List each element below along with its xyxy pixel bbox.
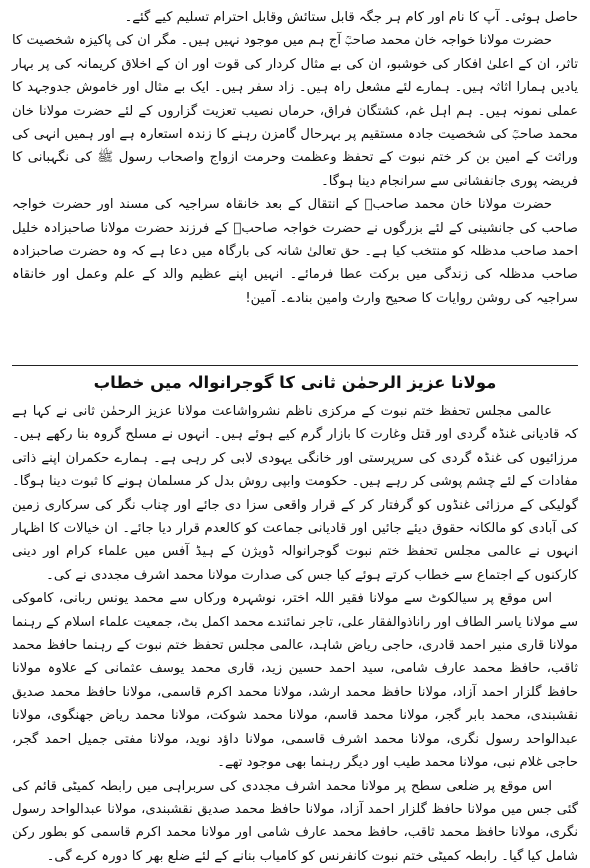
article-top-section [12,6,578,362]
paragraph-speech: عالمی مجلس تحفظ ختم نبوت کے مرکزی ناظم نشرواشاعت مولانا عزیز الرحمٰن ثانی نے کہا ہے کہ قادیانی غنڈہ گردی اور قتل وغارت کا بازار گرم کیے ہوئے ہیں۔ انہوں نے مسلح گروہ بنا رکھے ہیں۔ مرزائیوں کی غنڈہ گردی کی سرپرستی اور خانگی یہودی لابی کر رہی ہے۔ ہمارے حکمران اپنے ذاتی مفادات کے لئے چشم پوشی کر رہے ہیں۔ حکومت وابپی روش بدل کر مسلمان ہونے کا ثبوت دینا ہوگا۔ گولیکی کے مرزائی غنڈوں کو گرفتار کر کے قرار واقعی سزا دی جائے اور چناب نگر کی سرکاری زمین کی آبادی کو مالکانہ حقوق دیئے جائیں اور قادیانی جماعت کو کالعدم قرار دیا جائے۔ ان خیالات کا اظہار انہوں نے عالمی مجلس تحفظ ختم نبوت گوجرانوالہ ڈویژن کے ہیڈ آفس میں علماء کرام اور دینی کارکنوں کے اجتماع سے خطاب کرتے ہوئے کیا جس کی صدارت مولانا محمد اشرف مجددی نے کی۔ [12,400,578,587]
paragraph-committee: اس موقع پر ضلعی سطح پر مولانا محمد اشرف مجددی کی سربراہی میں رابطہ کمیٹی قائم کی گئی جس میں مولانا حافظ گلزار احمد آزاد، مولانا حافظ محمد صدیق نقشبندی، مولانا عبدالواحد رسول نگری، مولانا حافظ محمد ثاقب، حافظ محمد عارف شامی اور مولانا محمد اکرم قاسمی کو بطور رکن شامل کیا گیا۔ رابطہ کمیٹی ختم نبوت کانفرنس کو کامیاب بنانے کے لئے ضلع بھر کا دورہ کرے گی۔ [12,775,578,868]
paragraph-opening-line: حاصل ہوئی۔ آپ کا نام اور کام ہر جگہ قابل ستائش وقابل احترام تسلیم کیے گئے۔ [12,6,578,29]
paragraph-tribute: حضرت مولانا خواجہ خان محمد صاحبؒ آج ہم میں موجود نہیں ہیں۔ مگر ان کی پاکیزہ شخصیت کا تاثر، ان کے اعلیٰ افکار کی خوشبو، ان کی بے مثال کردار کی قوت اور ان کے اخلاق کریمانہ کی پر بہار یادیں ہمارا اثاثہ ہیں۔ ہمارے لئے مشعل راہ ہیں۔ زاد سفر ہیں۔ ایک بے مثال اور خاموش جدوجہد کا عملی نمونہ ہیں۔ ہم اہل غم، کشتگان فراق، حرماں نصیب تعزیت گزاروں کے لئے حضرت مولانا خان محمد صاحبؒ کی شخصیت جادہ مستقیم پر بہرحال گامزن رہنے کا زندہ استعارہ ہے اور ہمیں انہی کی وراثت کے امین بن کر ختم نبوت کے تحفظ وعظمت وحرمت ازواج واصحاب رسول ﷺ کی نگہبانی کا فریضہ پوری جانفشانی سے سرانجام دینا ہوگا۔ [12,29,578,193]
section-divider [12,365,578,366]
section-heading: مولانا عزیز الرحمٰن ثانی کا گوجرانوالہ میں خطاب [12,370,578,396]
article-bottom-section [12,400,578,790]
paragraph-attendees: اس موقع پر سیالکوٹ سے مولانا فقیر اللہ اختر، نوشہرہ ورکاں سے محمد یونس ربانی، کاموکی سے مولانا یاسر الطاف اور راناذوالفقار علی، تاجر نمائندے محمد اکمل بٹ، جمعیت علماء اسلام کے رہنما مولانا قاری منیر احمد قادری، حاجی ریاض شاہد، عالمی مجلس تحفظ ختم نبوت کے رہنما حافظ محمد ثاقب، حافظ محمد عارف شامی، سید احمد حسین زید، قاری محمد یوسف عثمانی کے علاوہ مولانا حافظ گلزار احمد آزاد، مولانا حافظ محمد ارشد، مولانا محمد اکرم قاسمی، مولانا حافظ محمد صدیق نقشبندی، محمد بابر گجر، مولانا محمد قاسم، مولانا محمد شوکت، مولانا محمد ریاض جھنگوی، مولانا عبدالواحد رسول نگری، مولانا محمد اشرف قاسمی، مولانا داؤد نوید، مولانا مفتی جمیل احمد گجر، حاجی غلام نبی، مولانا محمد طیب اور دیگر رہنما بھی موجود تھے۔ [12,587,578,774]
paragraph-successor: حضرت مولانا خان محمد صاحبؒ کے انتقال کے بعد خانقاہ سراجیہ کی مسند اور حضرت خواجہ صاحب کی جانشینی کے لئے بزرگوں نے حضرت خواجہ صاحبؒ کے فرزند حضرت مولانا صاحبزادہ خلیل احمد صاحب مدظلہ کو منتخب کیا ہے۔ حق تعالیٰ شانہ کی بارگاہ میں دعا ہے کہ وہ حضرت صاحبزادہ صاحب مدظلہ کی زندگی میں برکت عطا فرمائے۔ انہیں اپنے عظیم والد کے علم وعمل اور خانقاہ سراجیہ کی روشن روایات کا صحیح وارث وامین بنادے۔ آمین! [12,193,578,310]
